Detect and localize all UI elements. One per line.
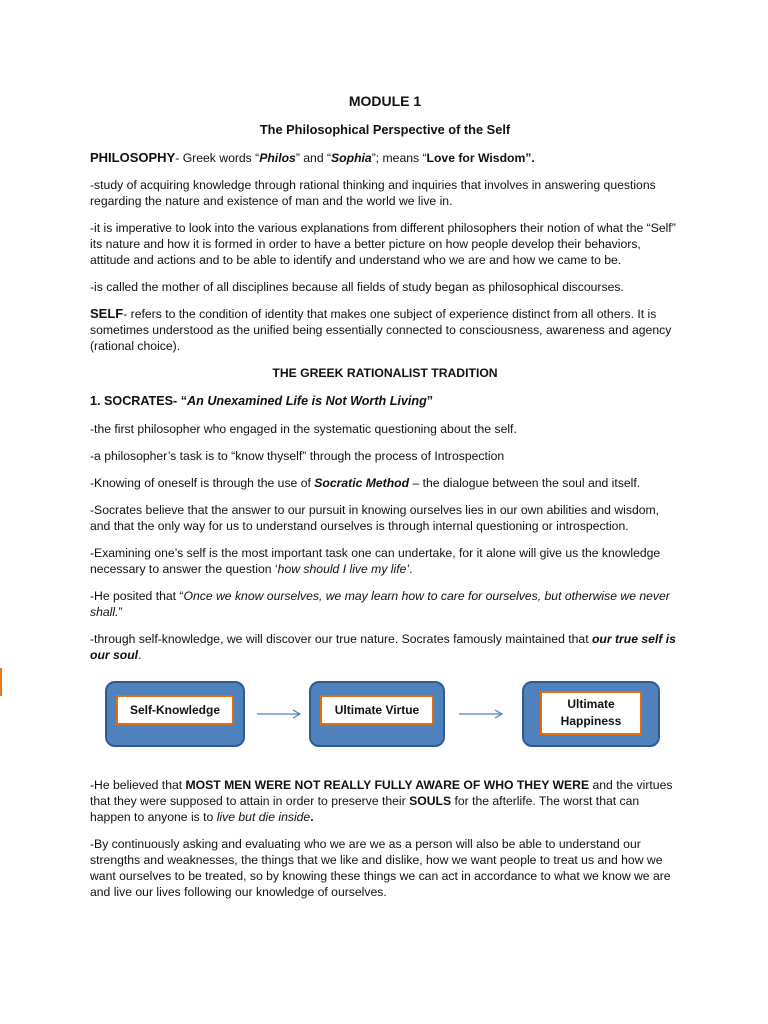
philos-word: Philos xyxy=(259,151,296,165)
arrow-right-icon xyxy=(256,707,302,721)
socrates-paragraph-6 xyxy=(90,588,680,620)
socrates-paragraph-1: -the first philosopher who engaged in the systematic questioning about the self. xyxy=(90,422,517,436)
p8-text-a: -He believed that xyxy=(90,778,186,792)
philosophy-paragraph-1: -study of acquiring knowledge through rational thinking and inquiries that involves in answering questions regarding the nature and existence of man and the world we live in. xyxy=(90,178,656,208)
p3-text-a: -Knowing of oneself is through the use of xyxy=(90,476,315,490)
p3-text-c: – the dialogue between the soul and itself. xyxy=(409,476,641,490)
p8-text-g: . xyxy=(310,810,314,824)
philosophy-term: PHILOSOPHY xyxy=(90,150,176,165)
p6-text-c: ” xyxy=(118,605,123,619)
socrates-paragraph-7 xyxy=(90,631,680,663)
philosophy-paragraph-2: -it is imperative to look into the various explanations from different philosophers their notion of what the “Self” its nature and how it is formed in order to have a better picture on how people develop their behaviors, attitude and actions and to be able to identify and understand who we are and how we came to be. xyxy=(90,221,676,267)
p5-text-c: . xyxy=(409,562,413,576)
document-page xyxy=(90,92,680,911)
arrow-right-icon xyxy=(458,707,504,721)
philosophy-paragraph-3: -is called the mother of all disciplines because all fields of study began as philosophical discourses. xyxy=(90,280,624,294)
love-for-wisdom: Love for Wisdom”. xyxy=(426,151,535,165)
philosophy-definition xyxy=(90,150,680,166)
p6-text-a: -He posited that “ xyxy=(90,589,184,603)
socrates-paragraph-4: -Socrates believe that the answer to our pursuit in knowing ourselves lies in our own abilities and wisdom, and that the only way for us to understand ourselves is through internal questioning or introspection. xyxy=(90,503,660,533)
socrates-paragraph-8 xyxy=(90,777,680,825)
socrates-quote-close: ” xyxy=(426,394,434,408)
philosophy-text-3: ”; means “ xyxy=(371,151,427,165)
ultimate-virtue-label: Ultimate Virtue xyxy=(320,695,434,725)
self-knowledge-box xyxy=(105,681,245,747)
p7-text-a: -through self-knowledge, we will discover our true nature. Socrates famously maintained that xyxy=(90,632,592,646)
p8-text-e: for the afterlife. The worst that can happen to anyone is to xyxy=(90,794,640,824)
self-text: - refers to the condition of identity that makes one subject of experience distinct from all others. It is sometimes understood as the unified being essentially connected to consciousness, awareness and agency (rational choice). xyxy=(90,307,672,353)
live-but-die-inside: live but die inside xyxy=(216,810,311,824)
happiness-line-2: Happiness xyxy=(560,714,622,728)
self-term: SELF xyxy=(90,306,124,321)
ultimate-happiness-label xyxy=(540,691,642,735)
socrates-paragraph-2: -a philosopher’s task is to “know thyself” through the process of Introspection xyxy=(90,449,505,463)
p5-italic-question: how should I live my life’ xyxy=(277,562,410,576)
happiness-line-1: Ultimate xyxy=(567,697,615,711)
philosophy-text-1: - Greek words “ xyxy=(175,151,260,165)
ultimate-happiness-box xyxy=(522,681,660,747)
virtue-flow-diagram xyxy=(90,681,680,763)
p7-text-c: . xyxy=(138,648,142,662)
module-title: MODULE 1 xyxy=(348,93,422,109)
socrates-heading xyxy=(90,393,680,409)
most-men-caps: MOST MEN WERE NOT REALLY FULLY AWARE OF WHO THEY WERE xyxy=(185,778,590,792)
socrates-paragraph-3 xyxy=(90,475,680,491)
p5-text-a: -Examining one’s self is the most important task one can undertake, for it alone will give us the knowledge necessary to answer the question ‘ xyxy=(90,546,661,576)
socrates-number: 1. SOCRATES- “ xyxy=(90,394,188,408)
page-edge-marker xyxy=(0,668,2,696)
self-knowledge-label: Self-Knowledge xyxy=(116,695,234,725)
socrates-quote: An Unexamined Life is Not Worth Living xyxy=(187,394,427,408)
p8-text-c: and the virtues that they were supposed to attain in order to preserve their xyxy=(90,778,673,808)
true-self-soul: our true self is our soul xyxy=(90,632,676,662)
philosophy-text-2: ” and “ xyxy=(295,151,332,165)
socrates-paragraph-9: -By continuously asking and evaluating who we are we as a person will also be able to understand our strengths and weaknesses, the things that we like and dislike, how we want people to treat us and how we want ourselves to be treated, so by knowing these things we can act in accordance to what we know we are and live our lives following our knowledge of ourselves. xyxy=(90,837,671,899)
p6-italic-quote: Once we know ourselves, we may learn how to care for ourselves, but otherwise we never shall. xyxy=(90,589,670,619)
greek-tradition-title: THE GREEK RATIONALIST TRADITION xyxy=(272,366,498,380)
socratic-method: Socratic Method xyxy=(314,476,410,490)
module-subtitle: The Philosophical Perspective of the Self xyxy=(259,122,511,137)
sophia-word: Sophia xyxy=(331,151,372,165)
ultimate-virtue-box xyxy=(309,681,445,747)
socrates-paragraph-5 xyxy=(90,545,680,577)
self-definition xyxy=(90,306,680,354)
souls-caps: SOULS xyxy=(409,794,452,808)
